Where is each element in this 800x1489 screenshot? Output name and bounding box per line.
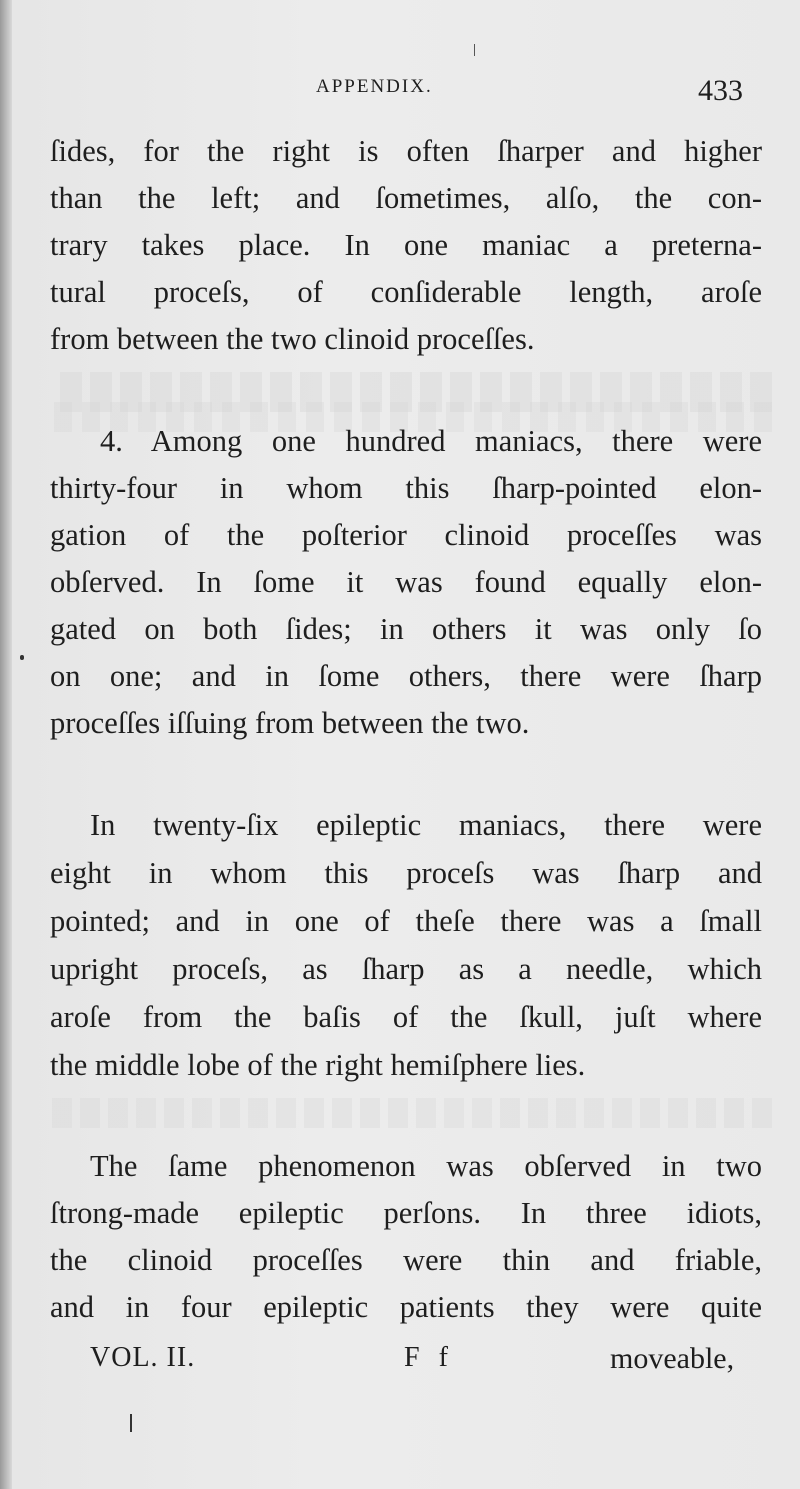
text-line: tural proceſs, of conſiderable length, aroſe [50, 275, 762, 309]
show-through-text [52, 1098, 772, 1128]
gathering-mark: F f [404, 1342, 454, 1373]
text-line: proceſſes iſſuing from between the two. [50, 706, 530, 740]
page-edge-shadow [0, 0, 12, 1489]
text-line: upright proceſs, as ſharp as a needle, which [50, 952, 762, 986]
text-line: gation of the poſterior clinoid proceſſes was [50, 518, 762, 552]
ink-speck [20, 655, 24, 660]
catchword: moveable, [610, 1342, 735, 1375]
text-line: ſtrong-made epileptic perſons. In three idiots, [50, 1196, 762, 1230]
text-line: aroſe from the baſis of the ſkull, juſt where [50, 1000, 762, 1034]
text-line: than the left; and ſometimes, alſo, the con- [50, 181, 762, 215]
text-line: thirty-four in whom this ſharp-pointed elon- [50, 471, 762, 505]
text-line: from between the two clinoid proceſſes. [50, 322, 535, 356]
ink-speck [130, 1414, 132, 1432]
text-line: pointed; and in one of theſe there was a ſmall [50, 904, 762, 938]
text-line: ſides, for the right is often ſharper and higher [50, 134, 762, 168]
running-header: APPENDIX. [316, 76, 433, 97]
signature-mark: VOL. II. [90, 1342, 196, 1373]
text-line: gated on both ſides; in others it was only ſo [50, 612, 762, 646]
text-line: In twenty-ſix epileptic maniacs, there were [90, 808, 762, 842]
text-line: trary takes place. In one maniac a preterna- [50, 228, 762, 262]
text-line: the clinoid proceſſes were thin and friable, [50, 1243, 762, 1277]
text-line: and in four epileptic patients they were quite [50, 1290, 762, 1324]
page-number: 433 [698, 74, 743, 107]
text-line: The ſame phenomenon was obſerved in two [90, 1149, 762, 1183]
text-line: on one; and in ſome others, there were ſharp [50, 659, 762, 693]
book-page [12, 0, 800, 1489]
text-line: the middle lobe of the right hemiſphere lies. [50, 1048, 586, 1082]
text-line: obſerved. In ſome it was found equally elon- [50, 565, 762, 599]
text-line: 4. Among one hundred maniacs, there were [100, 424, 762, 458]
ink-speck [474, 44, 475, 56]
text-line: eight in whom this proceſs was ſharp and [50, 856, 762, 890]
